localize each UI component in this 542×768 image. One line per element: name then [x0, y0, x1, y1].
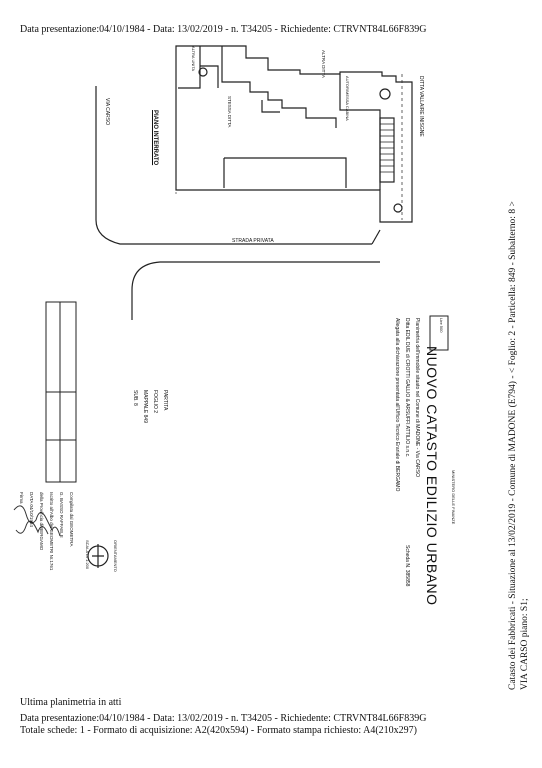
sub-label: SUB. 8	[132, 390, 138, 406]
label-ditta-right: DITTA VALLAIRE INISGNE	[418, 76, 424, 137]
footer-ultima: Ultima planimetria in atti	[20, 697, 122, 708]
compilata-label: Compilata dal GEOMETRA	[69, 492, 74, 547]
footer-line1: Data presentazione:04/10/1984 - Data: 13/02/2019 - n. T34205 - Richiedente: CTRVNT84L66F839G	[20, 713, 427, 724]
partita-label: PARTITA	[162, 390, 168, 411]
foglio-label: FOGLIO 2	[152, 390, 158, 414]
street-label-via-carso: VIA CARSO	[104, 98, 110, 125]
line-allegata: Allegata alla dichiarazione presentata all'Ufficio Tecnico Erariale di BERGAMO	[394, 318, 400, 492]
street-label-private: STRADA PRIVATA	[232, 238, 274, 244]
side-note-line2: VIA CARSO piano: S1;	[520, 598, 530, 690]
line-ditta: Ditta EDIL DUE di CROTTI GALLIO & ARSUFFI ATTILIO s.n.c.	[404, 318, 410, 458]
compass-icon	[88, 544, 108, 568]
label-piano-interrato: PIANO INTERRATO	[152, 110, 158, 166]
side-note-line1: Catasto dei Fabbricati - Situazione al 13/02/2019 - Comune di MADONE (E794) - < Foglio: 2 - Particella: 849 - Subalterno: 8 >	[508, 201, 518, 690]
header-line: Data presentazione:04/10/1984 - Data: 13/02/2019 - n. T34205 - Richiedente: CTRVNT84L66F839G	[20, 24, 427, 35]
scala-label: SCALA DI 1:200	[85, 540, 90, 570]
ministry-label: MINISTERO DELLE FINANZE	[451, 470, 456, 525]
title-nuovo-catasto: NUOVO CATASTO EDILIZIO URBANO	[424, 346, 440, 606]
footer-line2: Totale schede: 1 - Formato di acquisizione: A2(420x594) - Formato stampa richiesto: A4(210x297)	[20, 725, 417, 736]
label-autorimessa: AUTORIMESSA CABINA	[345, 76, 350, 121]
provincia-label: della Provincia di BERGAMO	[39, 492, 44, 551]
nome-label: G. BASSO RAFFAELE	[59, 492, 64, 538]
label-stessa-ditta: STESSA DITTA	[227, 96, 232, 128]
iscritto-label: Iscritto all'Albo dei GEOMETRI Nr.1761	[49, 492, 54, 571]
label-altra-ditta-top: ALTRA DITTA	[321, 50, 326, 78]
line-comune: Planimetria dell'immobile situato nel Comune di MADONE - Via CARSO	[414, 318, 420, 477]
label-altra-unita: ALTRA UNITA	[191, 46, 196, 72]
mappale-label: MAPPALE 849	[142, 390, 148, 423]
stamp-label: Lire 500	[439, 318, 444, 333]
firma-label: Firma	[19, 492, 24, 504]
orientamento-label: ORIENTAMENTO	[113, 540, 118, 572]
data-label: DATA 04/10/1984	[29, 492, 34, 527]
scheda-number: Scheda N. 385858	[404, 545, 410, 587]
